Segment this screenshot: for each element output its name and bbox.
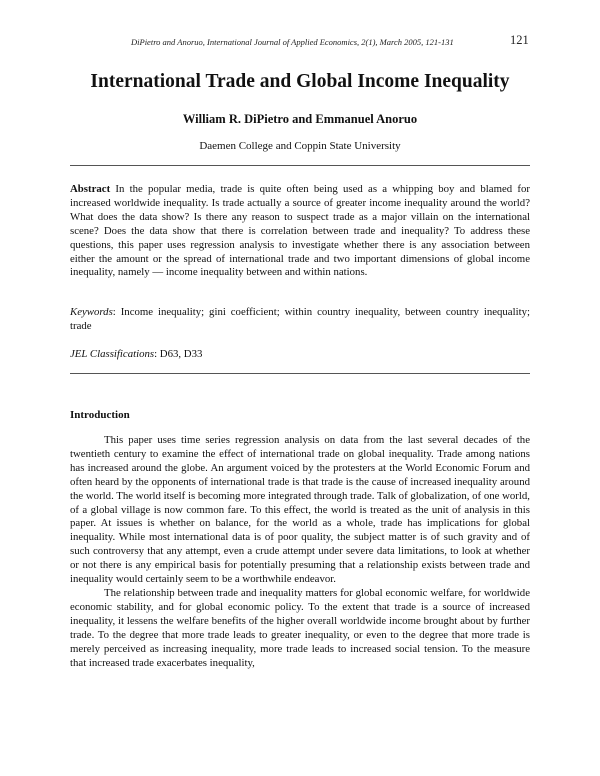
jel-text: : D63, D33 (154, 348, 203, 360)
page-number: 121 (510, 33, 529, 47)
bottom-divider (70, 373, 530, 374)
jel-label: JEL Classifications (70, 348, 155, 360)
top-divider (70, 165, 530, 166)
abstract-label: Abstract (70, 183, 111, 195)
authors: William R. DiPietro and Emmanuel Anoruo (182, 112, 418, 126)
jel-classifications (70, 348, 530, 362)
paper-title: International Trade and Global Income Inequality (90, 71, 510, 92)
section-heading-introduction: Introduction (70, 409, 130, 421)
running-head: DiPietro and Anoruo, International Journal of Applied Economics, 2(1), March 2005, 121-131 (131, 37, 454, 47)
body-paragraph: The relationship between trade and inequality matters for global economic welfare, for worldwide economic stability, and for global economic policy. To the extent that trade is a source of increased inequality, it lessens the welfare benefits of the higher overall worldwide income brought about by further trade. To the degree that more trade leads to greater inequality, or even to the degree that more trade is merely perceived as increasing inequality, more trade leads to increased social tension. To the measure that increased trade exacerbates inequality, (70, 586, 530, 669)
keywords (70, 306, 530, 334)
body-paragraph: This paper uses time series regression analysis on data from the last several decades of the twentieth century to examine the effect of international trade on global inequality. Trade among nations has increased around the globe. An argument voiced by the protesters at the World Economic Forum and often heard by the opponents of international trade is that trade is the cause of increased inequality around the world. The world itself is becoming more integrated through trade. Talk of globalization, of one world, of a global village is now common fare. To this effect, the world is treated as the unit of analysis in this paper. At issues is whether on balance, for the world as a whole, trade has implications for global inequality. While most international data is of poor quality, the subject matter is of such gravity and of such controversy that any attempt, even a crude attempt under severe data limitations, to look at whether or not there is any empirical basis for potentially presuming that a relationship exists between trade and inequality would certainly seem to be a worthwhile endeavor. (70, 434, 530, 586)
keywords-text: : Income inequality; gini coefficient; within country inequality, between country inequality; trade (70, 306, 530, 332)
introduction-body (70, 434, 530, 670)
keywords-label: Keywords (70, 306, 113, 318)
affiliation: Daemen College and Coppin State University (199, 140, 401, 152)
abstract (70, 183, 530, 280)
abstract-text: In the popular media, trade is quite often being used as a whipping boy and blamed for increased worldwide inequality. Is trade actually a source of greater income inequality around the world? What does the data show? Is there any reason to suspect trade as a major villain on the international scene? Does the data show that there is correlation between trade and inequality? To address these questions, this paper uses regression analysis to investigate whether there is any association between either the amount or the spread of international trade and two important dimensions of global income inequality, namely — income inequality between and within nations. (70, 183, 530, 279)
